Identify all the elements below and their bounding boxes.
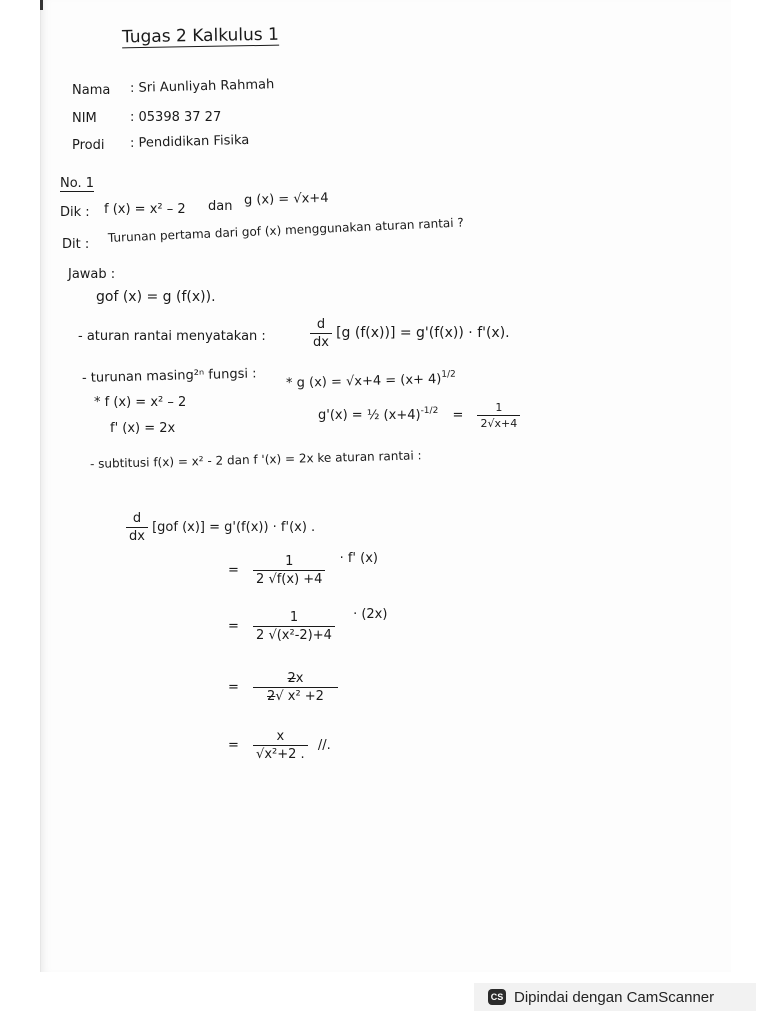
dit-label: Dit :: [62, 237, 90, 252]
paper-edge-mark: [40, 0, 43, 10]
nim-value: : 05398 37 27: [130, 110, 222, 125]
step2-den: 2 √(x²-2)+4: [253, 626, 335, 642]
dik-dan: dan: [208, 199, 233, 214]
dik-label: Dik :: [60, 205, 90, 220]
step3-den-cancelled: 2: [267, 689, 276, 704]
step0-expression: [gof (x)] = g'(f(x)) · f'(x) .: [152, 520, 316, 535]
step4-num: x: [276, 729, 285, 744]
end-mark: //.: [317, 738, 331, 753]
step3-equals: =: [228, 680, 239, 695]
chain-dx: dx: [310, 333, 332, 349]
step0-dx: dx: [126, 527, 148, 543]
gprime-equals: =: [452, 408, 464, 423]
step2-tail: · (2x): [353, 607, 388, 622]
step3-num-cancelled: 2: [287, 671, 296, 686]
step1-tail: · f' (x): [339, 551, 378, 566]
chain-rule-text: - aturan rantai menyatakan :: [78, 329, 266, 344]
problem-number: No. 1: [60, 176, 94, 191]
step0-line: [126, 512, 315, 543]
dik-g: g (x) = √x+4: [243, 190, 329, 208]
chain-rule-expression: [g (f(x))] = g'(f(x)) · f'(x).: [336, 325, 510, 341]
g-definition: [286, 371, 456, 390]
camscanner-footer: [474, 983, 756, 1011]
step0-d: d: [132, 511, 142, 526]
step3-num: x: [295, 671, 304, 686]
dit-text: Turunan pertama dari gof (x) menggunakan aturan rantai ?: [107, 215, 465, 245]
step2-line: [228, 608, 387, 642]
chain-d: d: [316, 317, 326, 332]
gprime-exponent: -1/2: [420, 406, 439, 416]
nim-label: NIM: [72, 111, 97, 126]
f-derivative: f' (x) = 2x: [110, 421, 176, 436]
step1-equals: =: [228, 563, 239, 578]
step2-num: 1: [289, 610, 299, 625]
jawab-label: Jawab :: [68, 267, 116, 282]
gprime-line: g'(x) = ½ (x+4): [318, 408, 421, 423]
camscanner-text: Dipindai dengan CamScanner: [514, 988, 715, 1006]
chain-rule-derivative: [310, 318, 510, 349]
step3-line: [228, 672, 338, 703]
step3-den: √ x² +2: [275, 689, 324, 704]
prodi-label: Prodi: [72, 138, 105, 153]
dik-f: f (x) = x² – 2: [104, 202, 186, 217]
page-title: Tugas 2 Kalkulus 1: [121, 24, 280, 48]
g-derivative: [318, 402, 520, 429]
derivatives-heading: - turunan masing²ⁿ fungsi :: [81, 366, 257, 386]
gprime-den: 2√x+4: [477, 415, 520, 429]
step1-den: 2 √f(x) +4: [253, 570, 325, 586]
camscanner-logo-icon: CS: [488, 989, 506, 1005]
gprime-num: 1: [495, 401, 503, 414]
f-definition: * f (x) = x² – 2: [94, 395, 187, 410]
step4-den: √x²+2 .: [253, 745, 308, 761]
composition-line: gof (x) = g (f(x)).: [96, 289, 216, 305]
g-exponent: 1/2: [441, 369, 456, 380]
step4-equals: =: [228, 738, 239, 753]
name-value: : Sri Aunliyah Rahmah: [129, 77, 275, 96]
prodi-value: : Pendidikan Fisika: [129, 132, 250, 151]
substitution-text: - subtitusi f(x) = x² - 2 dan f '(x) = 2x ke aturan rantai :: [89, 448, 422, 471]
step4-line: [228, 730, 331, 761]
name-label: Nama: [72, 83, 111, 98]
g-line: * g (x) = √x+4 = (x+ 4): [285, 371, 442, 391]
step1-num: 1: [285, 554, 294, 569]
step2-equals: =: [228, 619, 239, 634]
step1-line: [228, 552, 378, 586]
